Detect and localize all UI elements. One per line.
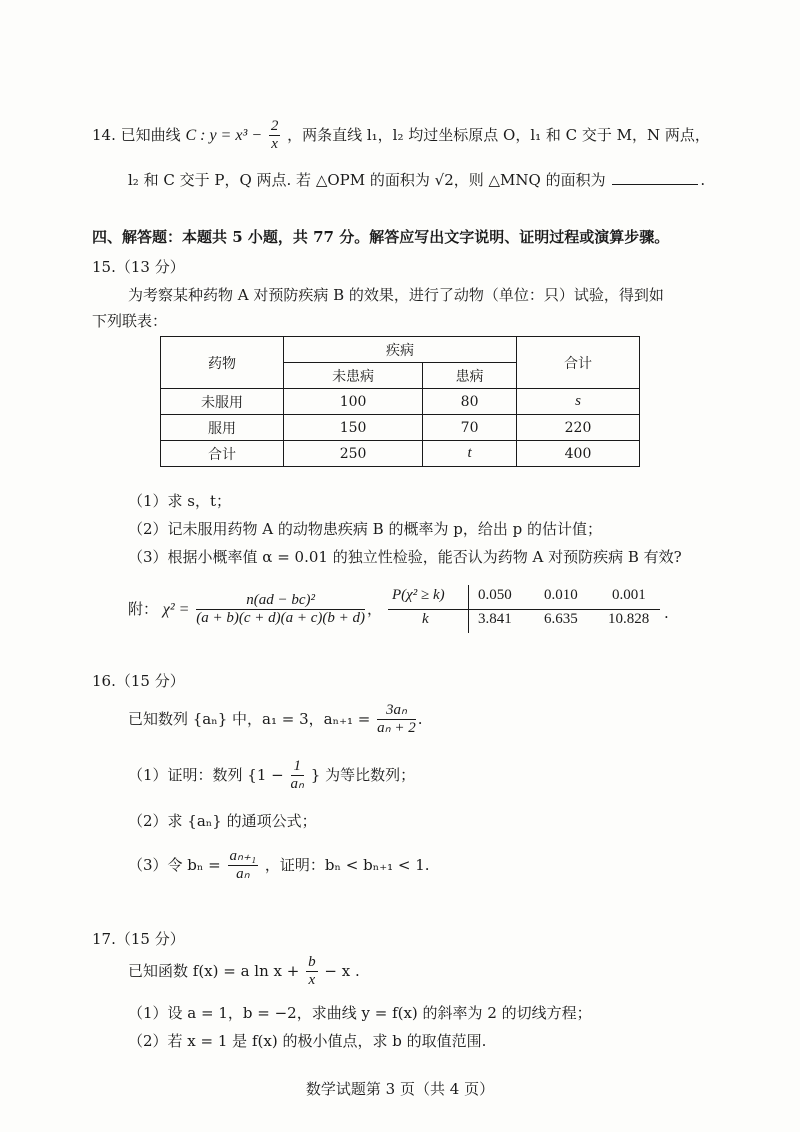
q14-period: . xyxy=(700,171,706,189)
header-total: 合计 xyxy=(517,337,640,389)
table-divider xyxy=(388,609,660,610)
page-footer: 数学试题第 3 页（共 4 页） xyxy=(305,1080,495,1098)
table-cell: 服用 xyxy=(161,415,284,441)
table-row xyxy=(161,389,640,415)
appendix-label: 附： xyxy=(128,599,159,618)
table-cell: 合计 xyxy=(161,441,284,467)
table-row xyxy=(161,415,640,441)
q15-intro-line1: 为考察某种药物 A 对预防疾病 B 的效果，进行了动物（单位：只）试验，得到如 xyxy=(128,286,664,304)
q16-part1 xyxy=(128,758,415,794)
q15-part3: （3）根据小概率值 α = 0.01 的独立性检验，能否认为药物 A 对预防疾病 B 有效? xyxy=(128,548,682,566)
q15-part1: （1）求 s，t； xyxy=(128,492,232,510)
q17-given-text-b: − x . xyxy=(324,961,360,980)
q16-part2: （2）求 {aₙ} 的通项公式； xyxy=(128,812,317,830)
contingency-table xyxy=(160,336,640,467)
q16-fraction: $\frac{\text{3aₙ}}{\text{aₙ + 2}}$ xyxy=(377,702,416,737)
chi-square-lhs: χ² = xyxy=(162,600,190,618)
table-cell: 100 xyxy=(284,389,423,415)
header-not-sick: 未患病 xyxy=(284,363,423,389)
table-cell: 80 xyxy=(423,389,517,415)
k-value: 3.841 xyxy=(478,611,512,627)
q16-given-text: 已知数列 {aₙ} 中，a₁ = 3，aₙ₊₁ = xyxy=(128,709,371,728)
header-disease: 疾病 xyxy=(284,337,517,363)
q17-part1: （1）设 a = 1，b = −2，求曲线 y = f(x) 的斜率为 2 的切线方程； xyxy=(128,1004,592,1022)
k-row-label: k xyxy=(422,611,429,627)
appendix-comma: ， xyxy=(366,599,382,618)
table-row xyxy=(161,441,640,467)
alpha-value: 0.010 xyxy=(544,587,578,603)
q16-given-end: . xyxy=(417,709,423,728)
q14-fraction: $\frac{2}{x}$ xyxy=(270,118,279,153)
q14-curve-eq: C : y = x³ − xyxy=(185,126,263,144)
table-cell: 220 xyxy=(517,415,640,441)
q17-part2: （2）若 x = 1 是 f(x) 的极小值点，求 b 的取值范围. xyxy=(128,1032,487,1050)
q17-number: 17.（15 分） xyxy=(92,930,185,948)
appendix-period: . xyxy=(664,604,669,622)
q16-number: 16.（15 分） xyxy=(92,672,185,690)
q14-text-line2: l₂ 和 C 交于 P，Q 两点. 若 △OPM 的面积为 √2，则 △MNQ 的面积为 xyxy=(128,171,606,189)
k-value: 6.635 xyxy=(544,611,578,627)
q17-given xyxy=(128,954,360,990)
q14-text: 已知曲线 xyxy=(120,125,181,144)
table-cell: 150 xyxy=(284,415,423,441)
q16-part3-text-b: ，证明：bₙ < bₙ₊₁ < 1. xyxy=(264,855,430,874)
q16-part1-text: （1）证明：数列 {1 − xyxy=(128,765,284,784)
q16-part3-text: （3）令 bₙ = xyxy=(128,855,221,874)
alpha-value: 0.050 xyxy=(478,587,512,603)
q17-given-text: 已知函数 f(x) = a ln x + xyxy=(128,961,300,980)
alpha-value: 0.001 xyxy=(612,587,646,603)
q14-text-b: ，两条直线 l₁，l₂ 均过坐标原点 O，l₁ 和 C 交于 M，N 两点， xyxy=(287,125,710,144)
header-sick: 患病 xyxy=(423,363,517,389)
q14-line1 xyxy=(92,118,710,154)
table-cell: 未服用 xyxy=(161,389,284,415)
q16-part1-text-b: } 为等比数列； xyxy=(310,765,416,784)
q16-given xyxy=(128,702,423,738)
k-value: 10.828 xyxy=(608,611,650,627)
table-header-row xyxy=(161,337,640,363)
q14-answer-blank xyxy=(612,170,698,185)
section-heading: 四、解答题：本题共 5 小题，共 77 分。解答应写出文字说明、证明过程或演算步骤。 xyxy=(92,228,670,246)
q14-number: 14. xyxy=(92,125,116,144)
q16-part3 xyxy=(128,848,430,884)
table-cell: 400 xyxy=(517,441,640,467)
table-cell: 70 xyxy=(423,415,517,441)
header-drug: 药物 xyxy=(161,337,284,389)
table-cell: 250 xyxy=(284,441,423,467)
table-cell: s xyxy=(517,389,640,415)
q16-part1-fraction: $\frac{1}{\text{aₙ}}$ xyxy=(290,758,305,793)
q15-appendix xyxy=(128,592,382,628)
q15-part2: （2）记未服用药物 A 的动物患疾病 B 的概率为 p，给出 p 的估计值； xyxy=(128,520,602,538)
q15-intro-line2: 下列联表： xyxy=(92,312,168,330)
q15-number: 15.（13 分） xyxy=(92,258,185,276)
q17-fraction: $\frac{b}{x}$ xyxy=(308,954,316,989)
q16-part3-fraction: $\frac{\text{aₙ₊₁}}{\text{aₙ}}$ xyxy=(229,848,257,883)
table-cell: t xyxy=(423,441,517,467)
alpha-row-label: P(χ² ≥ k) xyxy=(392,587,445,603)
chi-square-fraction: $\frac{\text{n(ad − bc)²}}{(a + b)(c + d)(a + c)(b + d)}$ xyxy=(196,592,365,627)
q14-line2 xyxy=(128,170,705,189)
